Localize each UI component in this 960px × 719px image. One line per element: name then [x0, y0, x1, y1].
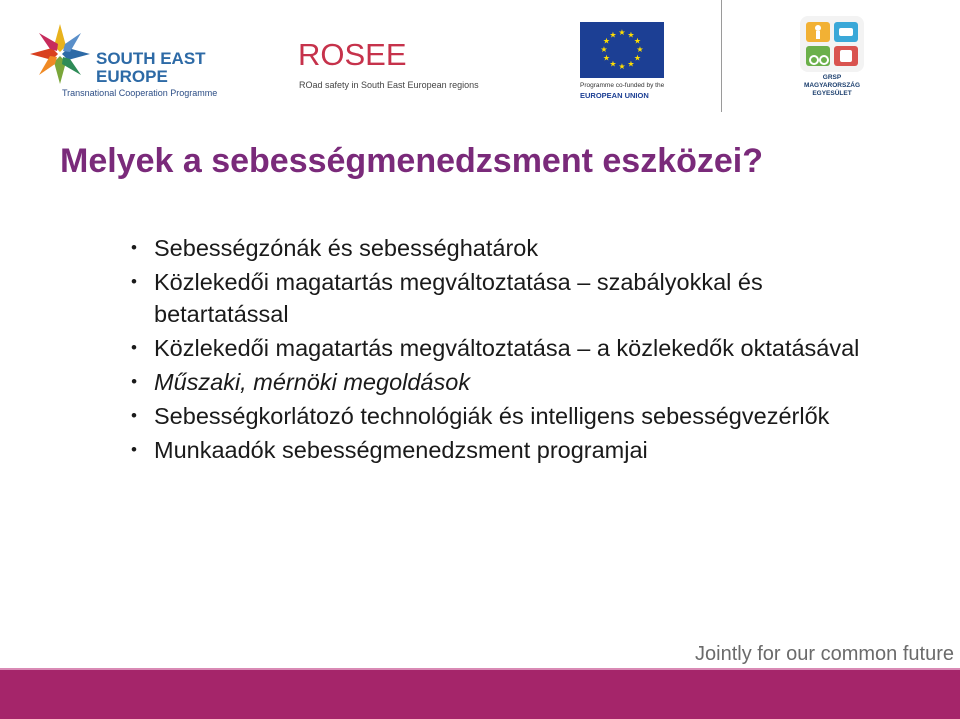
footer-bar	[0, 670, 960, 719]
grsp-emblem-icon	[800, 16, 864, 72]
bullet-list	[129, 232, 889, 468]
header-divider	[721, 0, 722, 112]
see-line1: SOUTH EAST	[96, 49, 206, 68]
svg-text:★: ★	[602, 36, 611, 46]
bullet-item: • Műszaki, mérnöki megoldások	[129, 366, 889, 398]
star-emblem-icon	[28, 22, 92, 86]
rosee-logo	[298, 38, 498, 94]
eu-line2: EUROPEAN UNION	[580, 91, 649, 100]
bullet-item: • Közlekedői magatartás megváltoztatása – a közlekedők oktatásával	[129, 332, 889, 364]
grsp-line1: GRSP	[822, 74, 842, 81]
see-line2: EUROPE	[96, 67, 168, 86]
svg-text:★: ★	[627, 59, 635, 69]
svg-text:★: ★	[627, 30, 635, 40]
svg-text:★: ★	[609, 30, 617, 40]
footer-tagline: Jointly for our common future	[695, 643, 954, 665]
bullet-item: • Munkaadók sebességmenedzsment programjai	[129, 434, 889, 466]
eu-logo	[580, 22, 666, 102]
grsp-logo	[796, 16, 868, 106]
bullet-item: • Sebességkorlátozó technológiák és intelligens sebességvezérlők	[129, 400, 889, 432]
grsp-line2: MAGYARORSZÁG	[803, 82, 861, 89]
svg-text:★: ★	[633, 53, 642, 63]
svg-text:★: ★	[602, 53, 611, 63]
eu-line1: Programme co-funded by the	[580, 82, 665, 89]
svg-text:★: ★	[636, 45, 644, 54]
grsp-text	[796, 74, 868, 98]
svg-text:★: ★	[609, 59, 617, 69]
svg-text:★: ★	[618, 62, 626, 71]
south-east-europe-logo	[28, 22, 228, 102]
bullet-item: • Közlekedői magatartás megváltoztatása – szabályokkal és betartatással	[129, 266, 889, 330]
svg-text:★: ★	[633, 36, 642, 46]
rosee-name: ROSEE	[298, 37, 407, 72]
svg-text:★: ★	[600, 45, 608, 54]
header-logos	[0, 0, 960, 120]
eu-flag-icon	[580, 22, 664, 78]
grsp-line3: EGYESÜLET	[812, 90, 852, 97]
rosee-tagline: ROad safety in South East European regions	[299, 80, 479, 90]
slide-title: Melyek a sebességmenedzsment eszközei?	[60, 142, 763, 180]
bullet-item: • Sebességzónák és sebességhatárok	[129, 232, 889, 264]
svg-text:★: ★	[618, 28, 626, 37]
see-line3: Transnational Cooperation Programme	[62, 88, 218, 98]
